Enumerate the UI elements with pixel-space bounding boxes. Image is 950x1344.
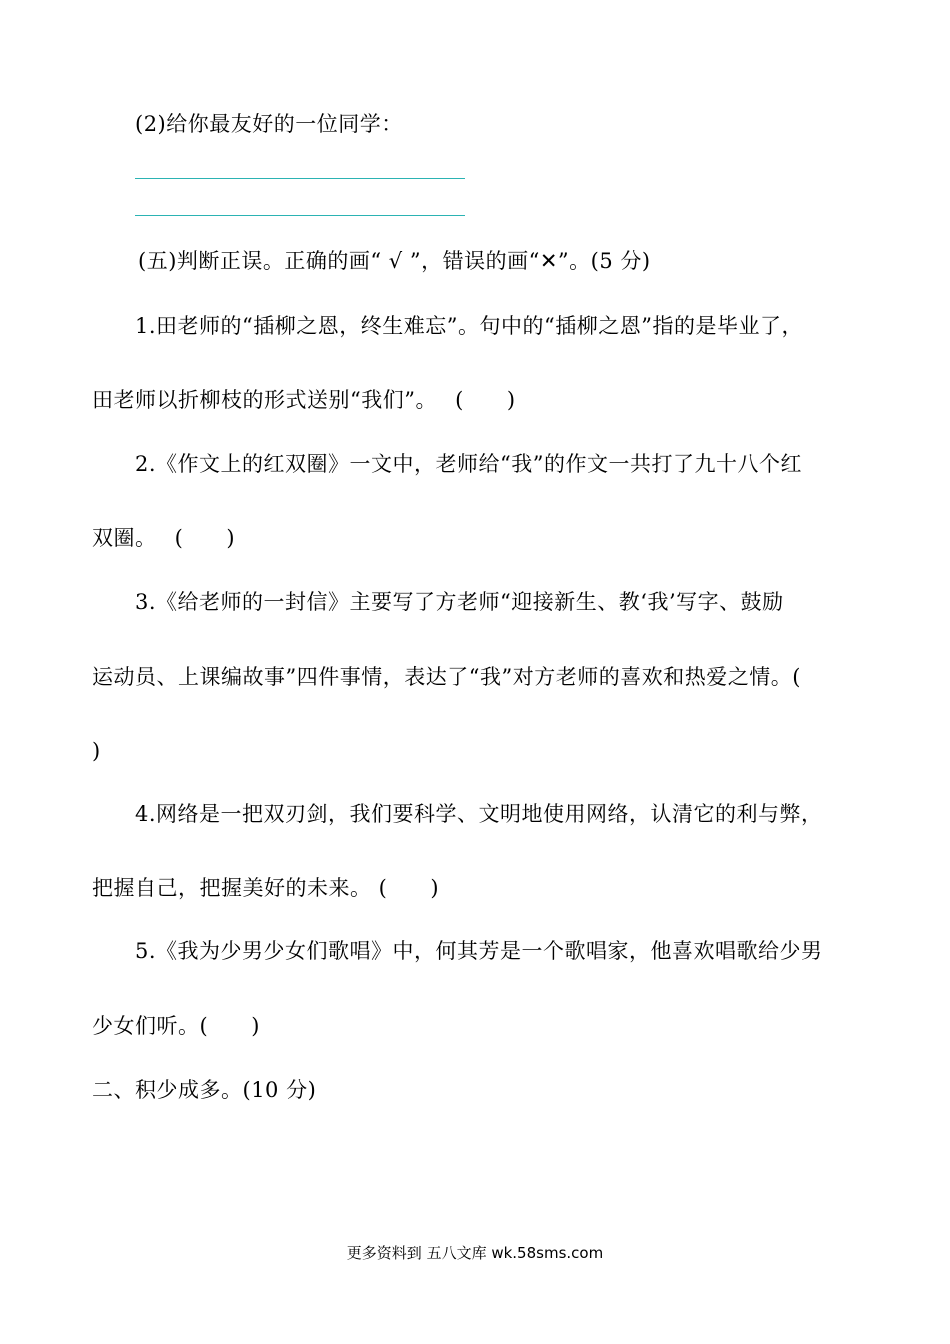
section5-heading: (五)判断正误。正确的画“ √ ”，错误的画“✕”。(5 分) xyxy=(138,249,651,273)
footer-link[interactable]: 更多资料到 五八文库 wk.58sms.com xyxy=(346,1244,604,1262)
question-3-line-2: 运动员、上课编故事”四件事情，表达了“我”对方老师的喜欢和热爱之情。( xyxy=(92,665,801,689)
question-4-line-2: 把握自己，把握美好的未来。 ( ) xyxy=(92,876,440,900)
question-2-line-1: 2.《作文上的红双圈》一文中，老师给“我”的作文一共打了九十八个红 xyxy=(135,452,803,476)
friend-prompt: (2)给你最友好的一位同学： xyxy=(135,112,403,136)
question-5-line-2: 少女们听。( ) xyxy=(92,1014,260,1038)
answer-line-1 xyxy=(135,178,465,179)
question-4-line-1: 4.网络是一把双刃剑，我们要科学、文明地使用网络，认清它的利与弊， xyxy=(135,802,823,826)
question-2-line-2: 双圈。 ( ) xyxy=(92,526,236,550)
part2-heading: 二、积少成多。(10 分) xyxy=(92,1078,317,1102)
question-3-line-1: 3.《给老师的一封信》主要写了方老师“迎接新生、教‘我’写字、鼓励 xyxy=(135,590,784,614)
question-5-line-1: 5.《我为少男少女们歌唱》中，何其芳是一个歌唱家，他喜欢唱歌给少男 xyxy=(135,939,823,963)
question-3-line-3: ) xyxy=(92,739,101,763)
answer-line-2 xyxy=(135,215,465,216)
question-1-line-1: 1.田老师的“插柳之恩，终生难忘”。句中的“插柳之恩”指的是毕业了， xyxy=(135,314,803,338)
question-1-line-2: 田老师以折柳枝的形式送别“我们”。 ( ) xyxy=(92,388,516,412)
